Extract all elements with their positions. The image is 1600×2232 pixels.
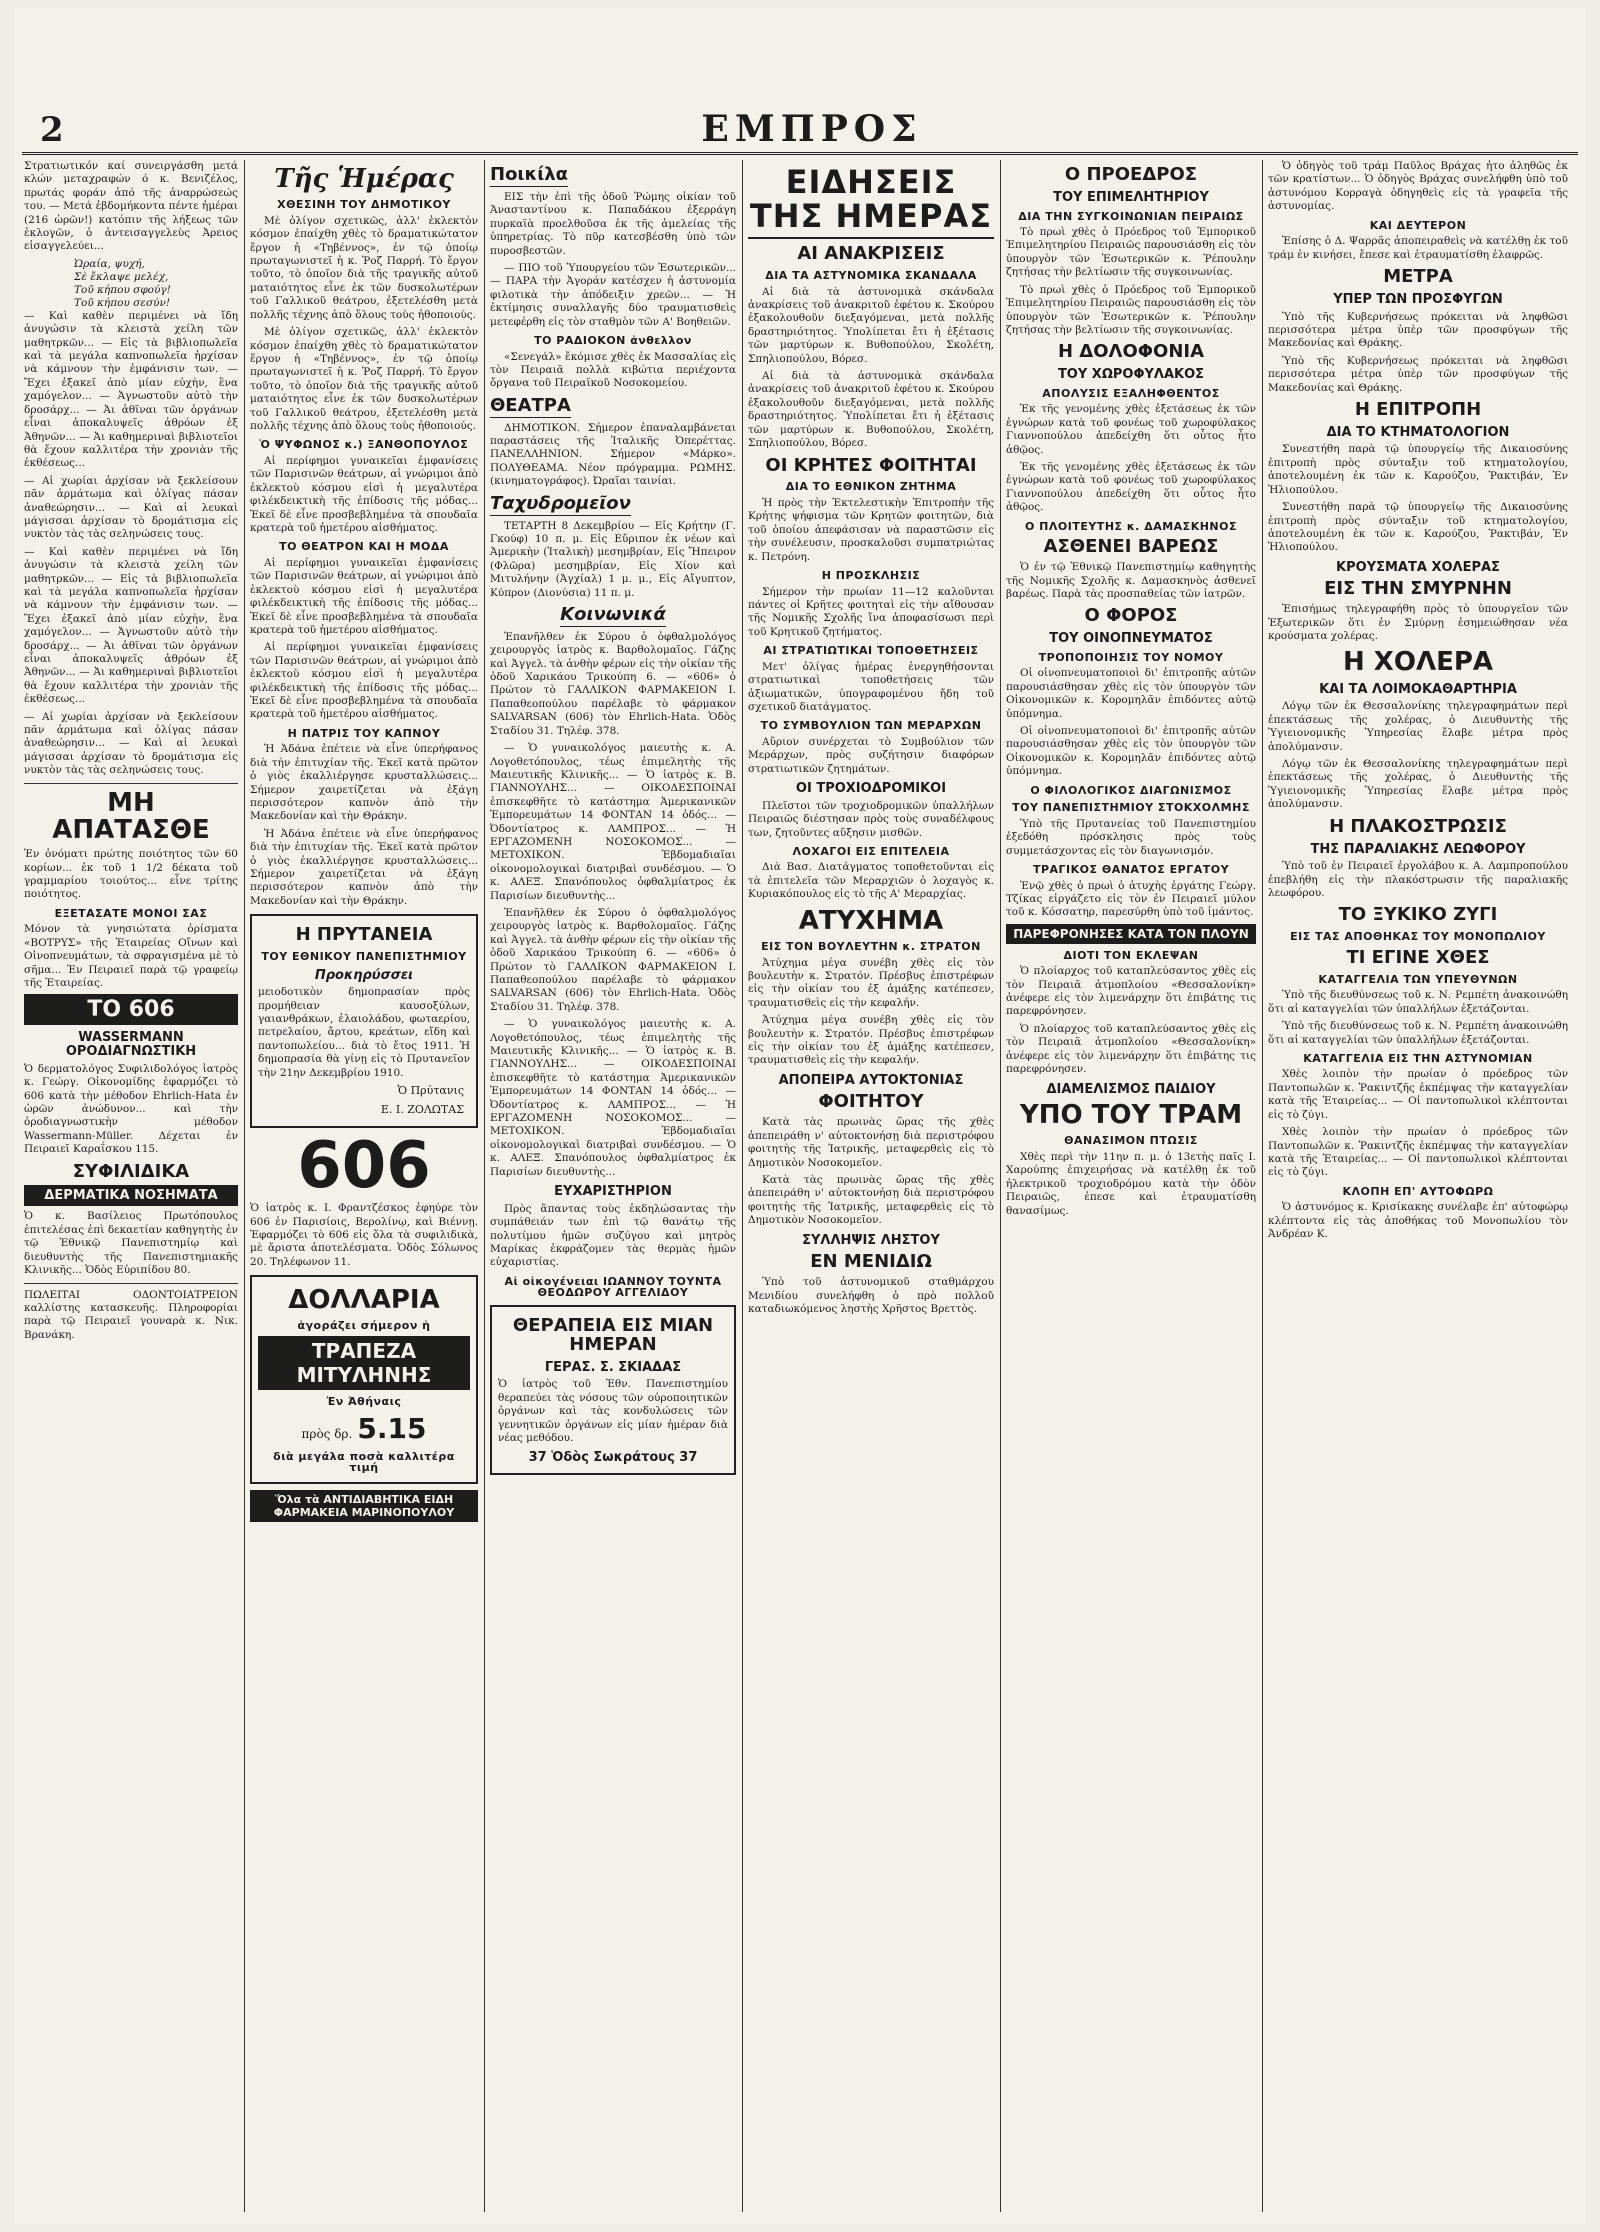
- section-title: [490, 166, 736, 187]
- verse-line: Τοῦ κήπου σφούγ!: [74, 283, 171, 296]
- article-headline: ΚΛΟΠΗ ΕΠ' ΑΥΤΟΦΩΡΩ: [1342, 1184, 1494, 1198]
- article-subheadline: ΥΠΕΡ ΤΩΝ ΠΡΟΣΦΥΓΩΝ: [1333, 291, 1503, 307]
- article-text: Ὁ πλοίαρχος τοῦ καταπλεύσαντος χθὲς εἰς τὸν Πειραιᾶ ἀτμοπλοίου «Θεσσαλονίκη» ἀνέφερε εἰς τὸν λιμενάρχην ὅτι ἐπιβάτης τις παρεφρόνησεν.: [1006, 965, 1256, 1018]
- article-headline: ΜΕΤΡΑ: [1383, 265, 1453, 287]
- ad-text: Ὁ ἰατρὸς κ. Ι. Φραντζέσκος ἐφηύρε τὸν 606 ἐν Παρισίοις, Βερολίνῳ, καὶ Βιέννῃ. Ἐφαρμόζει τὸ 606 εἰς ὅλα τὰ συφιλιδικὰ, μὲ ἄριστα ἀποτελέσματα. Ὁδὸς Σόλωνος 20. Τηλέφωνον 11.: [250, 1202, 478, 1268]
- article-text: Τὸ πρωὶ χθὲς ὁ Πρόεδρος τοῦ Ἐμπορικοῦ Ἐπιμελητηρίου Πειραιῶς παρουσιάσθη εἰς τὸν ὑπουργὸν τῶν Ἐσωτερικῶν κ. Ῥέπουλην ζητήσας τὴν βελτίωσιν τῆς συγκοινωνίας.: [1006, 226, 1256, 279]
- article-text: Ἀτύχημα μέγα συνέβη χθὲς εἰς τὸν βουλευτὴν κ. Στρατόν. Πρέσβυς ἐπιστρέφων εἰς τὴν οἰκίαν του ἐξ ἁμάξης κατέπεσεν, τραυματισθεὶς εἰς τὴν κεφαλήν.: [748, 1014, 994, 1067]
- ad-text: Μόνον τὰ γνησιώτατα ὀρίσματα «ΒΟΤΡΥΣ» τῆς Ἑταιρείας Οἴνων καὶ Οἰνοπνευμάτων, τὰ σφραγισμένα μὲ τὸ σῆμα... Ἐν Πειραιεῖ παρὰ τῷ γραφείῳ τῆς Ἑταιρείας.: [24, 923, 238, 990]
- signature: Αἱ οἰκογένειαι ΙΩΑΝΝΟΥ ΤΟΥΝΤΑ ΘΕΟΔΩΡΟΥ ΑΓΓΕΛΙΔΟΥ: [504, 1274, 722, 1300]
- article-text: Ὁ ἀστυνόμος κ. Κρισίκακης συνέλαβε ἐπ' αὐτοφώρῳ κλέπτοντα εἰς τὰς ἀποθήκας τοῦ Μονοπωλίου τὸν Ἀνδρέαν Κ.: [1268, 1201, 1568, 1241]
- article-headline: Ο ΠΡΟΕΔΡΟΣ: [1064, 164, 1198, 185]
- column-divider: [484, 160, 485, 2212]
- section-title: [490, 603, 736, 627]
- article-headline: ΟΙ ΚΡΗΤΕΣ ΦΟΙΤΗΤΑΙ: [765, 454, 977, 476]
- article-text: Συνεστήθη παρὰ τῷ ὑπουργείῳ τῆς Δικαιοσύνης ἐπιτροπὴ πρὸς σύνταξιν τοῦ κτηματολογίου, ἀποτελουμένη ἐκ τῶν κ. Καρούζου, Ῥακτιβάν, Ἐν Ἡλιοπούλου.: [1268, 501, 1568, 554]
- article-text: Μὲ ὀλίγον σχετικῶς, ἀλλ' ἐκλεκτὸν κόσμον ἐπαίχθη χθὲς τὸ δραματικώτατον ἔργον ἡ «Τηβέννος», ἐν τῷ ὁποίῳ πρωταγωνιστεῖ ἡ κ. Ῥοζ Παρρή. Τὸ ἔργον τοῦτο, τὸ ὁποῖον διὰ τῆς τραγικῆς αὐτοῦ ματαιότητος εἶνε ἐκ τῶν δυσκολωτέρων τοῦ Γαλλικοῦ θεάτρου, ἐξετελέσθη μετὰ πολλῆς τέχνης ἀπὸ ὅλους τοὺς ἠθοποιούς.: [250, 214, 478, 321]
- article-text: Αὔριον συνέρχεται τὸ Συμβούλιον τῶν Μεράρχων, πρὸς συζήτησιν διαφόρων στρατιωτικῶν ζητημάτων.: [748, 735, 994, 775]
- article-text: Κατὰ τὰς πρωινὰς ὥρας τῆς χθὲς ἀπεπειράθη ν' αὐτοκτονήσῃ διὰ περιστρόφου φοιτητὴς τῆς Ἰατρικῆς, μεταφερθεὶς εἰς τὸ Δημοτικὸν Νοσοκομεῖον.: [748, 1116, 994, 1169]
- article-subheadline: ΚΑΤΑΓΓΕΛΙΑ ΤΩΝ ΥΠΕΥΘΥΝΩΝ: [1318, 972, 1518, 986]
- article-text: — Αἱ χωρίαι ἀρχίσαν νὰ ξεκλείσουν πᾶν ἀρμάτωμα καὶ ὁλίγας πάσαν ἀναθεώρησιν... — Καὶ αἱ λευκαὶ μάγισσαι ἀρχίσαν τὸ δρομάτισμα εἰς νυκτὸν τὰς τὰς σεληνώσεις τους.: [24, 474, 238, 541]
- separator: [24, 783, 238, 784]
- article-subheadline: ΥΠΟ ΤΟΥ ΤΡΑΜ: [1019, 1100, 1243, 1131]
- article-text: Λόγῳ τῶν ἐκ Θεσσαλονίκης τηλεγραφημάτων περὶ ἐπεκτάσεως τῆς χολέρας, ὁ Διευθυντὴς τῆς Ὑγιειονομικῆς Ὑπηρεσίας ἔλαβε μέτρα πρὸς ἀπολύμανσιν.: [1268, 700, 1568, 753]
- price-value: 5.15: [357, 1411, 427, 1445]
- pharmacy-ad: Ὅλα τὰ ΑΝΤΙΔΙΑΒΗΤΙΚΑ ΕΙΔΗ ΦΑΡΜΑΚΕΙΑ ΜΑΡΙΝΟΠΟΥΛΟΥ: [250, 1490, 478, 1522]
- article-text: Χθὲς περὶ τὴν 11ην π. μ. ὁ 13ετὴς παῖς Ι. Χαρούπης ἐπιχειρήσας νὰ κατέλθῃ ἐκ τοῦ ἠλεκτρικοῦ τροχιοδρόμου κατὰ τὴν ὁδὸν Πειραιῶς, ἐπεσε καὶ ἐτραυματίσθη θανασίμως.: [1006, 1151, 1256, 1217]
- page-number: 2: [40, 110, 64, 150]
- article-text: Χθὲς λοιπὸν τὴν πρωίαν ὁ πρόεδρος τῶν Παντοπωλῶν κ. Ῥακιντζῆς ἐκπέμψας τὴν καταγγελίαν κατὰ τῆς Ἑταιρείας... — Οἱ παντοπωλικοὶ κλέπτονται εἰς τὸ ζύγι.: [1268, 1068, 1568, 1121]
- ad-doctor: ΓΕΡΑΣ. Σ. ΣΚΙΑΔΑΣ: [544, 1359, 682, 1375]
- article-subheadline: ΕΙΣ ΤΗΝ ΣΜΥΡΝΗΝ: [1324, 578, 1512, 600]
- bank-city: Ἐν Ἀθήναις: [326, 1394, 402, 1408]
- section-title-text: Κοινωνικά: [560, 603, 666, 625]
- ad-address: 37 Ὁδὸς Σωκράτους 37: [528, 1450, 698, 1466]
- article-subheadline: ΔΙΑ ΤΟ ΚΤΗΜΑΤΟΛΟΓΙΟΝ: [1326, 424, 1510, 440]
- article-text: Ἐκ τῆς γενομένης χθὲς ἐξετάσεως ἐκ τῶν ἐγνώρων κατὰ τοῦ φονέως τοῦ χωροφύλακος Γιαννοπούλου ἀπεδείχθη ὅτι οὗτος ἦτο ἀθῷος.: [1006, 403, 1256, 456]
- article-subheadline: ΔΙΟΤΙ ΤΟΝ ΕΚΛΕΨΑΝ: [1063, 948, 1199, 962]
- ad-banner: ΤΟ 606: [24, 994, 238, 1025]
- price-prefix: πρὸς δρ.: [301, 1426, 353, 1441]
- article-text: Ὑπὸ τῆς διευθύνσεως τοῦ κ. Ν. Ρεμπέτη ἀνακοινώθη ὅτι αἱ καταγγελίαι τῶν ὑπαλλήλων ἐξετάζονται.: [1268, 1020, 1568, 1046]
- article-subheadline: ΦΟΙΤΗΤΟΥ: [818, 1091, 924, 1113]
- section-title-text: Ταχυδρομεῖον: [490, 492, 631, 514]
- article-text: Αἱ διὰ τὰ ἀστυνομικὰ σκάνδαλα ἀνακρίσεις τοῦ ἀνακριτοῦ ἐφέτου κ. Σκούρου ἐξακολουθοῦν διεξαγόμεναι, μετὰ πολλῆς δραστηριότητος. Ὑπολίπεται ἔτι ἡ ἐξέτασις τῶν μαρτύρων κ. Βυθοπούλου, Σκολέτη, Σπηλιοπούλου, Βόρεσ.: [748, 370, 994, 450]
- article-text: — Αἱ χωρίαι ἀρχίσαν νὰ ξεκλείσουν πᾶν ἀρμάτωμα καὶ ὁλίγας πάσαν ἀναθεώρησιν... — Καὶ αἱ λευκαὶ μάγισσαι ἀρχίσαν τὸ δρομάτισμα εἰς νυκτὸν τὰς τὰς σεληνώσεις τους.: [24, 710, 238, 777]
- article-text: Σήμερον τὴν πρωίαν 11—12 καλοῦνται πάντες οἱ Κρῆτες φοιτηταὶ εἰς τὴν αἴθουσαν τῆς Νομικῆς Σχολῆς ἵνα ἀποφασίσωσι περὶ τοῦ Κρητικοῦ ζητήματος.: [748, 585, 994, 638]
- article-subheadline: ΤΗΣ ΠΑΡΑΛΙΑΚΗΣ ΛΕΩΦΟΡΟΥ: [1310, 841, 1526, 857]
- article-headline: Ο ΦΙΛΟΛΟΓΙΚΟΣ ΔΙΑΓΩΝΙΣΜΟΣ: [1030, 783, 1232, 797]
- article-text: ΔΗΜΟΤΙΚΟΝ. Σήμερον ἐπαναλαμβάνεται παραστάσεις τῆς Ἰταλικῆς Ὀπερέττας. ΠΑΝΕΛΛΗΝΙΟΝ. Σήμερον «Μάρκο». ΠΟΛΥΘΕΑΜΑ. Νέον πρόγραμμα. ΡΩΜΗΣ. (κινηματογράφος). Ὠραῖαι ταινίαι.: [490, 421, 736, 488]
- article-subheadline: ΘΑΝΑΣΙΜΟΝ ΠΤΩΣΙΣ: [1064, 1134, 1198, 1148]
- university-notice: [250, 914, 478, 1128]
- article-subheadline: ΤΡΟΠΟΠΟΙΗΣΙΣ ΤΟΥ ΝΟΜΟΥ: [1038, 650, 1224, 664]
- article-subheadline: ΕΝ ΜΕΝΙΔΙΩ: [810, 1251, 932, 1273]
- article-subheadline: ΤΟΥ ΕΠΙΜΕΛΗΤΗΡΙΟΥ: [1053, 189, 1209, 205]
- ad-text: Ὁ ἰατρὸς τοῦ Ἐθν. Πανεπιστημίου θεραπεύει τὰς νόσους τῶν οὐροποιητικῶν ὀργάνων καὶ τὰς κονδυλώσεις τῶν γεννητικῶν ὀργάνων εἰς μίαν ἡμέραν διὰ νέας μεθόδου.: [498, 1378, 728, 1444]
- notice-signature: Ὁ Πρύτανις: [397, 1084, 464, 1098]
- section-title-text: ΘΕΑΤΡΑ: [490, 394, 571, 416]
- article-text: Ἐκ τῆς γενομένης χθὲς ἐξετάσεως ἐκ τῶν ἐγνώρων κατὰ τοῦ φονέως τοῦ χωροφύλακος Γιαννοπούλου ἀπεδείχθη ὅτι οὗτος ἦτο ἀθῷος.: [1006, 461, 1256, 514]
- article-text: Στρατιωτικόν καί συνειργάσθη μετά κλών μεταχραφών ό κ. Βενιζέλος, πρωτάς φοράν ἀπό τῆς ἀναρρώσεώς του. — Μετά ἐβδομήκοντα πέντε ἡμέραι (216 ὡρῶν!) κατόπιν τῆς λήξεως τῶν ἐκλογῶν, ὁ ἀντεισαγγελεὺς Ἀρειος εἰσαγγελεύει...: [24, 160, 238, 253]
- ad-606-number: 606: [297, 1129, 431, 1204]
- article-headline: ΚΑΙ ΔΕΥΤΕΡΟΝ: [1369, 218, 1467, 232]
- classifieds-text: — Ὁ γυναικολόγος μαιευτὴς κ. Α. Λογοθετόπουλος, τέως ἐπιμελητὴς τῆς Μαιευτικῆς Κλινικῆς... — Ὁ ἰατρὸς κ. Β. ΓΙΑΝΝΟΥΛΗΣ... — ΟΙΚΟΔΕΣΠΟΙΝΑΙ ἐπισκεφθῆτε τὸ κατάστημα Ἀμερικανικῶν Ἐμπορευμάτων 14 ΦΟΝΤΑΝ 14 ὁδός... — Ὀδοντίατρος κ. ΛΑΜΠΡΟΣ... — Ἡ ΕΡΓΑΖΟΜΕΝΗ ΝΟΣΟΚΟΜΟΣ... — ΜΕΤΟΧΙΚΟΝ. Ἐβδομαδιαῖαι οἰκονομολογικαὶ διατριβαὶ συνδέσμου. — Ὁ κ. ΑΛΕΞ. Σπανόπουλος ὀφθαλμίατρος ἐκ Παρισίων διευθυντὴς...: [490, 742, 736, 902]
- article-text: Ἐπισήμως τηλεγραφήθη πρὸς τὸ ὑπουργεῖον τῶν Ἐξωτερικῶν ὅτι ἐν Σμύρνῃ ἐσημειώθησαν νέα κρούσματα χολέρας.: [1268, 603, 1568, 643]
- article-subheadline: ΤΟΥ ΧΩΡΟΦΥΛΑΚΟΣ: [1057, 367, 1205, 383]
- article-headline: Η ΕΠΙΤΡΟΠΗ: [1354, 398, 1482, 420]
- lament-verse: [24, 258, 238, 310]
- article-subheadline: ΤΟΥ ΠΑΝΕΠΙΣΤΗΜΙΟΥ ΣΤΟΚΧΟΛΜΗΣ: [1012, 801, 1250, 815]
- article-text: Ἐνῷ χθὲς ὁ πρωὶ ὁ ἀτυχὴς ἐργάτης Γεώργ. Τζίκας εἰργάζετο εἰς τὸν ἐν Πειραιεῖ μύλον τοῦ κ. Κόσσατηρ, παρεσύρθη ὑπὸ τοῦ ἱμάντος.: [1006, 879, 1256, 919]
- ad-headline: ΘΕΡΑΠΕΙΑ ΕΙΣ ΜΙΑΝ ΗΜΕΡΑΝ: [512, 1314, 714, 1355]
- article-text: Συνεστήθη παρὰ τῷ ὑπουργείῳ τῆς Δικαιοσύνης ἐπιτροπὴ πρὸς σύνταξιν τοῦ κτηματολογίου, ἀποτελουμένη ἐκ τῶν κ. Καρούζου, Ῥακτιβάν, Ἐν Ἡλιοπούλου.: [1268, 443, 1568, 496]
- separator: [24, 1283, 238, 1284]
- section-title: [490, 492, 736, 516]
- article-text: Αἱ περίφημοι γυναικεῖαι ἐμφανίσεις τῶν Παρισινῶν θεάτρων, αἱ γνώριμοι ἀπὸ ἐκλεκτοὺ κόσμου εἰσὶ ἡ μεγαλυτέρα φιλέκδεικτικὴ τῆς ἐπίδοσις τῆς μόδας... Ἐκεῖ δὲ εἶνε προσβεβλημένα τὰ σπουδαῖα κρατερὰ τοῦ ἡμετέρου αἰσθήματος.: [250, 556, 478, 636]
- notice-signature-name: Ε. Ι. ΖΟΛΩΤΑΣ: [380, 1103, 464, 1117]
- article-headline: Ο ΠΛΟΙΤΕΥΤΗΣ κ. ΔΑΜΑΣΚΗΝΟΣ: [1024, 519, 1237, 533]
- article-headline: ΤΟ ΡΑΔΙΟΚΟΝ ἀνθελλον: [534, 333, 692, 347]
- price-row: [258, 1412, 470, 1445]
- article-text: Λόγῳ τῶν ἐκ Θεσσαλονίκης τηλεγραφημάτων περὶ ἐπεκτάσεως τῆς χολέρας, ὁ Διευθυντὴς τῆς Ὑγιειονομικῆς Ὑπηρεσίας ἔλαβε μέτρα πρὸς ἀπολύμανσιν.: [1268, 758, 1568, 811]
- column-divider: [1000, 160, 1001, 2212]
- article-subheadline: ΕΙΣ ΤΟΝ ΒΟΥΛΕΥΤΗΝ κ. ΣΤΡΑΤΟΝ: [761, 940, 981, 953]
- article-text: ΕΙΣ τὴν ἐπὶ τῆς ὁδοῦ Ῥώμης οἰκίαν τοῦ Ἀνασταντίνου κ. Παπαδάκου ἐξερράγη πυρκαϊὰ προελθοῦσα ἐκ τῆς ἀμελείας τῆς ὑπηρετρίας. Τὸ πῦρ κατεσβέσθη ὑπὸ τῶν πυροσβεστῶν.: [490, 190, 736, 257]
- article-headline: Η ΠΑΤΡΙΣ ΤΟΥ ΚΑΠΝΟΥ: [287, 726, 441, 740]
- article-text: Οἱ οἰνοπνευματοποιοὶ δι' ἐπιτροπῆς αὐτῶν παρουσιάσθησαν χθὲς εἰς τὸν ὑπουργὸν τῶν Οἰκονομικῶν κ. Κορομηλᾶν ἐπιδόντες αὐτῷ ὑπόμνημα.: [1006, 667, 1256, 720]
- article-headline: ΤΟ ΘΕΑΤΡΟΝ ΚΑΙ Η ΜΟΔΑ: [279, 540, 449, 554]
- ad-line: ἀγοράζει σήμερον ἡ: [297, 1319, 431, 1333]
- article-subheadline: Η ΠΡΟΣΚΛΗΣΙΣ: [821, 568, 921, 582]
- column-divider: [1262, 160, 1263, 2212]
- article-text: Ὑπὸ τῆς Πρυτανείας τοῦ Πανεπιστημίου ἐξεδόθη πρόσκλησις πρὸς τοὺς συμμετάσχοντας εἰς τὸν διαγωνισμόν.: [1006, 817, 1256, 857]
- article-text: — Καὶ καθὲν περιμένει νὰ ἴδη ἀνυγώσιν τὰ κλειστὰ χείλη τῶν μαθητρκῶν... — Εἰς τὰ βιβλιοπωλεῖα καὶ τὰ μεγάλα καπνοπωλεῖα ἡρχίσαν νὰ κάμνουν τὴν ἐμφάνισιν των. — Ἔχει ἐξακεῖ ἀπὸ μίαν εὐχὴν, ἓνα χαμόγελον... — Ἀγνωστοῦν αὐτὸ τὴν δροσάρχ... — Ἀι ἀθῖναι τῶν ὀργάνων εἶναι ἀποκαλυψεῖς ἀθρόων ἐξ Ἀθηνῶν... — Ἀι καθημεριναὶ βιβλιοτεῖοι θὰ ἔχουν καλλιτέρα τὴν χρονιὰν τῆς ἐκθέσεως...: [24, 545, 238, 706]
- article-subheadline: ΔΙΑ ΤΗΝ ΣΥΓΚΟΙΝΩΝΙΑΝ ΠΕΙΡΑΙΩΣ: [1018, 209, 1244, 223]
- ad-text: Ἐν ὀνόματι πρώτης ποιότητος τῶν 60 κορίων... ἐκ τοῦ 1 1/2 δέκατα τοῦ γραμμαρίου τοιούτος... εἶνε τρίτης ποιότητος.: [24, 848, 238, 901]
- article-headline: ΔΙΑΜΕΛΙΣΜΟΣ ΠΑΙΔΙΟΥ: [1046, 1081, 1216, 1097]
- article-text: Ὑπὸ τῆς διευθύνσεως τοῦ κ. Ν. Ρεμπέτη ἀνακοινώθη ὅτι αἱ καταγγελίαι τῶν ὑπαλλήλων ἐξετάζονται.: [1268, 989, 1568, 1015]
- article-headline: ΑΠΟΠΕΙΡΑ ΑΥΤΟΚΤΟΝΙΑΣ: [778, 1072, 964, 1088]
- classifieds-text: Ἐπανῆλθεν ἐκ Σύρου ὁ ὀφθαλμολόγος χειρουργὸς ἰατρὸς κ. Βαρθολομαῖος. Γάζης καὶ Ἀγγελ. τὰ ἀνθὴν φέρων εἰς τὴν οἰκίαν τῆς ὁδοῦ Χαρικάου Τρικούπη 6. — «606» ὁ Πρώτον τὸ ΓΑΛΛΙΚΟΝ ΦΑΡΜΑΚΕΙΟΝ Ι. Παπαθεοπούλου παρέλαβε τὸ φάρμακον SALVARSAN (606) τὸν Ehrlich-Hata. Ὁδὸς Σταδίου 31. Τηλέφ. 378.: [490, 630, 736, 737]
- ad-text: Ὁ κ. Βασίλειος Πρωτόπουλος ἐπιτελέσας ἐπὶ δεκαετίαν καθηγητὴς ἐν τῷ Ἐθνικῷ Πανεπιστημίῳ καὶ διευθυντὴς τῆς Πανεπιστημιακῆς Κλινικῆς... Ὁδὸς Εὐριπίδου 80.: [24, 1210, 238, 1277]
- article-text: Αἱ διὰ τὰ ἀστυνομικὰ σκάνδαλα ἀνακρίσεις τοῦ ἀνακριτοῦ ἐφέτου κ. Σκούρου ἐξακολουθοῦν διεξαγόμεναι, μετὰ πολλῆς δραστηριότητος. Ὑπολίπεται ἔτι ἡ ἐξέτασις τῶν μαρτύρων κ. Βυθοπούλου, Σκολέτη, Σπηλιοπούλου, Βόρεσ.: [748, 285, 994, 365]
- article-headline: ΣΥΛΛΗΨΙΣ ΛΗΣΤΟΥ: [802, 1232, 940, 1248]
- article-text: Αἱ περίφημοι γυναικεῖαι ἐμφανίσεις τῶν Παρισινῶν θεάτρων, αἱ γνώριμοι ἀπὸ ἐκλεκτοὺ κόσμου εἰσὶ ἡ μεγαλυτέρα φιλέκδεικτικὴ τῆς ἐπίδοσις τῆς μόδας... Ἐκεῖ δὲ εἶνε προσβεβλημένα τὰ σπουδαῖα κρατερὰ τοῦ ἡμετέρου αἰσθήματος.: [250, 454, 478, 534]
- ad-headline: ΔΟΛΛΑΡΙΑ: [288, 1285, 440, 1316]
- article-text: Ἀτύχημα μέγα συνέβη χθὲς εἰς τὸν βουλευτὴν κ. Στρατόν. Πρέσβυς ἐπιστρέφων εἰς τὴν οἰκίαν του ἐξ ἁμάξης κατέπεσεν, τραυματισθεὶς εἰς τὴν κεφαλήν.: [748, 956, 994, 1009]
- article-headline: Η ΧΟΛΕΡΑ: [1342, 647, 1494, 678]
- article-subheadline: ΤΙ ΕΓΙΝΕ ΧΘΕΣ: [1346, 946, 1490, 968]
- article-text: Ὁ ὀδηγὸς τοῦ τράμ Παῦλος Βράχας ἦτο ἀληθῶς ἐκ τῶν κρατίστων... Ὁ ὀδηγὸς Βράχας συνελήφθη ὑπὸ τοῦ ἀστυνόμου Κορραγὰ ὁδηγηθεὶς εἰς τὰ γραφεῖα τῆς ἀστυνομίας.: [1268, 160, 1568, 213]
- bank-name: ΤΡΑΠΕΖΑ ΜΙΤΥΛΗΝΗΣ: [258, 1336, 470, 1390]
- article-subheadline: ΚΑΙ ΤΑ ΛΟΙΜΟΚΑΘΑΡΤΗΡΙΑ: [1319, 681, 1517, 697]
- article-text: — Καὶ καθὲν περιμένει νὰ ἴδη ἀνυγώσιν τὰ κλειστὰ χείλη τῶν μαθητρκῶν... — Εἰς τὰ βιβλιοπωλεῖα καὶ τὰ μεγάλα καπνοπωλεῖα ἡρχίσαν νὰ κάμνουν τὴν ἐμφάνισιν των. — Ἔχει ἐξακεῖ ἀπὸ μίαν εὐχὴν, ἓνα χαμόγελον... — Ἀγνωστοῦν αὐτὸ τὴν δροσάρχ... — Ἀι ἀθῖναι τῶν ὀργάνων εἶναι ἀποκαλυψεῖς ἀθρόων ἐξ Ἀθηνῶν... — Ἀι καθημεριναὶ βιβλιοτεῖοι θὰ ἔχουν καλλιτέρα τὴν χρονιὰν τῆς ἐκθέσεως...: [24, 309, 238, 470]
- article-text: Χθὲς λοιπὸν τὴν πρωίαν ὁ πρόεδρος τῶν Παντοπωλῶν κ. Ῥακιντζῆς ἐκπέμψας τὴν καταγγελίαν κατὰ τῆς Ἑταιρείας... — Οἱ παντοπωλικοὶ κλέπτονται εἰς τὸ ζύγι.: [1268, 1126, 1568, 1179]
- article-byline: Ὁ ΨΥΦΩΝΟΣ κ.) ΞΑΝΘΟΠΟΥΛΟΣ: [259, 438, 469, 452]
- ad-subheadline: WASSERMANN ΟΡΟΔΙΑΓΝΩΣΤΙΚΗ: [65, 1030, 197, 1060]
- article-headline: Η ΔΟΛΟΦΟΝΙΑ: [1057, 341, 1205, 363]
- classifieds-text: Ἐπανῆλθεν ἐκ Σύρου ὁ ὀφθαλμολόγος χειρουργὸς ἰατρὸς κ. Βαρθολομαῖος. Γάζης καὶ Ἀγγελ. τὰ ἀνθὴν φέρων εἰς τὴν οἰκίαν τῆς ὁδοῦ Χαρικάου Τρικούπη 6. — «606» ὁ Πρώτον τὸ ΓΑΛΛΙΚΟΝ ΦΑΡΜΑΚΕΙΟΝ Ι. Παπαθεοπούλου παρέλαβε τὸ φάρμακον SALVARSAN (606) τὸν Ehrlich-Hata. Ὁδὸς Σταδίου 31. Τηλέφ. 378.: [490, 906, 736, 1013]
- verse-line: Σὲ ἔκλαψε μελέχ,: [74, 270, 169, 283]
- article-text: Ὁ ἐν τῷ Ἐθνικῷ Πανεπιστημίῳ καθηγητὴς τῆς Νομικῆς Σχολῆς κ. Δαμασκηνὸς ἀσθενεῖ βαρέως. Παρὰ τὰς προσπαθείας τῶν ἰατρῶν.: [1006, 561, 1256, 600]
- article-subheadline: ΤΟΥ ΟΙΝΟΠΝΕΥΜΑΤΟΣ: [1049, 631, 1213, 647]
- article-headline: ΚΑΤΑΓΓΕΛΙΑ ΕΙΣ ΤΗΝ ΑΣΤΥΝΟΜΙΑΝ: [1303, 1051, 1533, 1065]
- newspaper-name: ΕΜΠΡΟΣ: [701, 108, 923, 150]
- article-text: Μὲ ὀλίγον σχετικῶς, ἀλλ' ἐκλεκτὸν κόσμον ἐπαίχθη χθὲς τὸ δραματικώτατον ἔργον ἡ «Τηβέννος», ἐν τῷ ὁποίῳ πρωταγωνιστεῖ ἡ κ. Ῥοζ Παρρή. Τὸ ἔργον τοῦτο, τὸ ὁποῖον διὰ τῆς τραγικῆς αὐτοῦ ματαιότητος εἶνε ἐκ τῶν δυσκολωτέρων τοῦ Γαλλικοῦ θεάτρου, ἐξετελέσθη μετὰ πολλῆς τέχνης ἀπὸ ὅλους τοὺς ἠθοποιούς.: [250, 326, 478, 432]
- article-subheadline: ΑΠΟΛΥΣΙΣ ΕΞΑΛΗΦΘΕΝΤΟΣ: [1042, 386, 1220, 400]
- article-subheadline: ΕΙΣ ΤΑΣ ΑΠΟΘΗΚΑΣ ΤΟΥ ΜΟΝΟΠΩΛΙΟΥ: [1290, 930, 1546, 944]
- article-headline: ΚΡΟΥΣΜΑΤΑ ΧΟΛΕΡΑΣ: [1336, 559, 1500, 575]
- article-headline: ΛΟΧΑΓΟΙ ΕΙΣ ΕΠΙΤΕΛΕΙΑ: [792, 844, 950, 858]
- article-text: Τὸ πρωὶ χθὲς ὁ Πρόεδρος τοῦ Ἐμπορικοῦ Ἐπιμελητηρίου Πειραιῶς παρουσιάσθη εἰς τὸν ὑπουργὸν τῶν Ἐσωτερικῶν κ. Ῥέπουλην ζητήσας τὴν βελτίωσιν τῆς συγκοινωνίας.: [1006, 283, 1256, 336]
- article-text: Οἱ οἰνοπνευματοποιοὶ δι' ἐπιτροπῆς αὐτῶν παρουσιάσθησαν χθὲς εἰς τὸν ὑπουργὸν τῶν Οἰκονομικῶν κ. Κορομηλᾶν ἐπιδόντες αὐτῷ ὑπόμνημα.: [1006, 725, 1256, 778]
- article-headline: ΕΥΧΑΡΙΣΤΗΡΙΟΝ: [554, 1184, 672, 1200]
- article-headline: Ο ΦΟΡΟΣ: [1084, 605, 1178, 627]
- section-title-text: Ποικίλα: [490, 164, 569, 185]
- ad-banner: ΔΕΡΜΑΤΙΚΑ ΝΟΣΗΜΑΤΑ: [24, 1185, 238, 1206]
- article-text: Ὑπὸ τοῦ ἐν Πειραιεῖ ἐργολάβου κ. Α. Λαμπροπούλου ἐπεβλήθη εἰς τὴν πλακόστρωσιν τῆς παραλιακῆς λεωφόρου.: [1268, 860, 1568, 900]
- article-text: Ὁ πλοίαρχος τοῦ καταπλεύσαντος χθὲς εἰς τὸν Πειραιᾶ ἀτμοπλοίου «Θεσσαλονίκη» ἀνέφερε εἰς τὸν λιμενάρχην ὅτι ἐπιβάτης τις παρεφρόνησεν.: [1006, 1022, 1256, 1076]
- article-text: Ἐπίσης ὁ Δ. Ψαρρᾶς ἀποπειραθεὶς νὰ κατέλθῃ ἐκ τοῦ τράμ ἐν κινήσει, ἔπεσε καὶ ἐτραυματίσθη ἐλαφρῶς.: [1268, 235, 1568, 261]
- article-subheadline: ΔΙΑ ΤΑ ΑΣΤΥΝΟΜΙΚΑ ΣΚΑΝΔΑΛΑ: [765, 269, 977, 283]
- ad-text: ΠΩΛΕΙΤΑΙ ΟΔΟΝΤΟΙΑΤΡΕΙΟΝ καλλίστης κατασκευῆς. Πληροφορίαι παρὰ τῷ Πειραιεῖ γουναρὰ κ. Νικ. Βρανάκη.: [24, 1288, 238, 1341]
- notice-text: μειοδοτικὸν δημοπρασίαν πρὸς προμήθειαν καυσοξύλων, γαιανθράκων, ἐλαιολάδου, φωταερίου, πετρελαίου, ἄρτου, κρεάτων, εἴδη καὶ παντοπωλείου... διὰ τὸ ἔτος 1911. Ἡ δημοπρασία θὰ γίνῃ εἰς τὸ Πρυτανεῖον τὴν 21ην Δεκεμβρίου 1910.: [258, 986, 470, 1079]
- cure-ad: [490, 1305, 736, 1475]
- column-divider: [244, 160, 245, 2212]
- article-headline: ΑΤΥΧΗΜΑ: [798, 905, 944, 936]
- ad-text: Ὁ δερματολόγος Συφιλιδολόγος ἰατρὸς κ. Γεώργ. Οἰκονομίδης ἐφαρμόζει τὸ 606 κατὰ τὴν μέθοδον Ehrlich-Hata ἐν ὡρῶν ἀνώδυνον... καὶ τὴν ὀροδιαγνωστικὴν μέθοδον Wassermann-Müller. Δέχεται ἐν Πειραιεῖ Καραΐσκου 115.: [24, 1062, 238, 1156]
- article-headline: ΤΟ ΣΥΜΒΟΥΛΙΟΝ ΤΩΝ ΜΕΡΑΡΧΩΝ: [760, 719, 982, 733]
- section-title: ΕΙΔΗΣΕΙΣ ΤΗΣ ΗΜΕΡΑΣ: [748, 166, 994, 239]
- article-headline: ΠΑΡΕΦΡΟΝΗΣΕΣ ΚΑΤΑ ΤΟΝ ΠΛΟΥΝ: [1006, 924, 1256, 944]
- column-2: [250, 160, 478, 2212]
- ad-subheadline: ΕΞΕΤΑΣΑΤΕ ΜΟΝΟΙ ΣΑΣ: [54, 906, 208, 920]
- article-text: Ὑπὸ τοῦ ἀστυνομικοῦ σταθμάρχου Μενιδίου συνελήφθη ὁ πρὸ πολλοῦ καταδιωκόμενος ληστὴς Χρῆστος Βρεττὸς.: [748, 1276, 994, 1315]
- section-title: [490, 394, 736, 418]
- notice-subtitle: ΤΟΥ ΕΘΝΙΚΟΥ ΠΑΝΕΠΙΣΤΗΜΙΟΥ: [261, 950, 467, 964]
- masthead-rule: [22, 152, 1578, 155]
- article-subheadline: ΔΙΑ ΤΟ ΕΘΝΙΚΟΝ ΖΗΤΗΜΑ: [785, 480, 957, 494]
- classifieds-text: — Ὁ γυναικολόγος μαιευτὴς κ. Α. Λογοθετόπουλος, τέως ἐπιμελητὴς τῆς Μαιευτικῆς Κλινικῆς... — Ὁ ἰατρὸς κ. Β. ΓΙΑΝΝΟΥΛΗΣ... — ΟΙΚΟΔΕΣΠΟΙΝΑΙ ἐπισκεφθῆτε τὸ κατάστημα Ἀμερικανικῶν Ἐμπορευμάτων 14 ΦΟΝΤΑΝ 14 ὁδός... — Ὀδοντίατρος κ. ΛΑΜΠΡΟΣ... — Ἡ ΕΡΓΑΖΟΜΕΝΗ ΝΟΣΟΚΟΜΟΣ... — ΜΕΤΟΧΙΚΟΝ. Ἐβδομαδιαῖαι οἰκονομολογικαὶ διατριβαὶ συνδέσμου. — Ὁ κ. ΑΛΕΞ. Σπανόπουλος ὀφθαλμίατρος ἐκ Παρισίων διευθυντὴς...: [490, 1018, 736, 1178]
- article-headline: ΤΡΑΓΙΚΟΣ ΘΑΝΑΤΟΣ ΕΡΓΑΤΟΥ: [1032, 862, 1230, 876]
- masthead: [22, 108, 1578, 154]
- column-3: [490, 160, 736, 2212]
- article-text: Ὑπὸ τῆς Κυβερνήσεως πρόκειται νὰ ληφθῶσι περισσότερα μέτρα ὑπὲρ τῶν προσφύγων τῆς Μακεδονίας καὶ Θράκης.: [1268, 310, 1568, 350]
- price-note: διὰ μεγάλα ποσὰ καλλιτέρα τιμή: [273, 1449, 455, 1475]
- column-divider: [742, 160, 743, 2212]
- article-headline: ΟΙ ΤΡΟΧΙΟΔΡΟΜΙΚΟΙ: [795, 781, 947, 797]
- article-text: Διὰ Βασ. Διατάγματος τοποθετοῦνται εἰς τὰ ἐπιτελεῖα τῶν Μεραρχιῶν ὁ λοχαγὸς κ. Κυριακόπουλος εἰς τὸ τῆς Α' Μεραρχίας.: [748, 861, 994, 901]
- article-text: Πλεῖστοι τῶν τροχιοδρομικῶν ὑπαλλήλων Πειραιῶς διέστησαν πρὸς τοὺς συναδέλφους των, ζητοῦντες αὔξησιν μισθῶν.: [748, 799, 994, 839]
- verse-line: Ὡραία, ψυχή,: [74, 257, 145, 270]
- bank-ad: [250, 1275, 478, 1483]
- article-headline: ΑΙ ΑΝΑΚΡΙΣΕΙΣ: [797, 243, 945, 265]
- column-6: [1268, 160, 1568, 2212]
- article-text: Ἡ Ἀδάνα ἐπέτειε νὰ εἶνε ὑπερήφανος διὰ τὴν ἐπιτυχίαν τῆς. Ἐκεῖ κατὰ πρῶτον ὁ γιὸς ἐκαλλιέργησε κρυσταλλώσεις... Σήμερον χαιρετίζεται νὰ ἐξάγη περισσότερον καπνὸν ἀπὸ τὴν Μακεδονίαν καὶ τὴν Θράκην.: [250, 743, 478, 823]
- column-1: [24, 160, 238, 2212]
- article-text: — ΠΙΟ τοῦ Ὑπουργείου τῶν Ἐσωτερικῶν... — ΠΑΡΑ τὴν Ἀγοράν κατέσχεν ἡ ἀστυνομία φιλοτικὰ τὴν ἀπόδειξιν χρεῶν... — Ἡ ἐκτίμησις συναλλαγῆς δύο τραυματισθεὶς μετεφέρθη εἰς τὸν σταθμὸν τῶν Α' Βοηθειῶν.: [490, 261, 736, 328]
- verse-line: Τοῦ κήπου σεσύν!: [74, 296, 171, 309]
- article-subheadline: ΑΣΘΕΝΕΙ ΒΑΡΕΩΣ: [1043, 536, 1219, 558]
- notice-title: Η ΠΡΥΤΑΝΕΙΑ: [295, 924, 433, 946]
- ad-headline: ΜΗ ΑΠΑΤΑΣΘΕ: [52, 787, 210, 845]
- notice-heading: Προκηρύσσει: [314, 967, 414, 983]
- article-text: Κατὰ τὰς πρωινὰς ὥρας τῆς χθὲς ἀπεπειράθη ν' αὐτοκτονήσῃ διὰ περιστρόφου φοιτητὴς τῆς Ἰατρικῆς, μεταφερθεὶς εἰς τὸ Δημοτικὸν Νοσοκομεῖον.: [748, 1173, 994, 1227]
- article-text: Ὑπὸ τῆς Κυβερνήσεως πρόκειται νὰ ληφθῶσι περισσότερα μέτρα ὑπὲρ τῶν προσφύγων τῆς Μακεδονίας καὶ Θράκης.: [1268, 354, 1568, 394]
- article-headline: ΤΟ ΞΥΚΙΚΟ ΖΥΓΙ: [1338, 904, 1498, 926]
- section-title: Τῆς Ἡμέρας: [274, 164, 454, 194]
- article-headline: ΧΘΕΣΙΝΗ ΤΟΥ ΔΗΜΟΤΙΚΟΥ: [277, 198, 451, 212]
- article-text: Ἡ πρὸς τὴν Ἐκτελεστικὴν Ἐπιτροπὴν τῆς Κρήτης ψήφισμα τῶν Κρητῶν φοιτητῶν, διὰ τοῦ ὁποίου ἀπεφάσισαν νὰ παραστῶσιν εἰς τὴν συνέλευσιν, προσκαλοῦσι συμπατριώτας κ. Πετρόνη.: [748, 496, 994, 563]
- article-text: ΤΕΤΑΡΤΗ 8 Δεκεμβρίου — Εἰς Κρήτην (Γ. Γκούφ) 10 π. μ. Εἰς Εὔριπον ἐκ νέων καὶ Ἀμερικὴν (Ἰταλικὴ) μεσημβρίαν, Εἰς Ἤπειρον (Φλῶρα) μεσημβρίαν, Εἰς Χίον καὶ Μιτυλήνην (Ἀγχίαλ) 1 μ. μ., Εἰς Αἴγυπτον, Κύπρον (Διονύσια) 11 π. μ.: [490, 519, 736, 599]
- article-text: «Σενεγάλ» ἔκόμισε χθὲς ἐκ Μασσαλίας εἰς τὸν Πειραιᾶ πολλὰ κιβώτια περιέχοντα ὄργανα τοῦ Πειραϊκοῦ Νοσοκομείου.: [490, 350, 736, 390]
- article-text: Αἱ περίφημοι γυναικεῖαι ἐμφανίσεις τῶν Παρισινῶν θεάτρων, αἱ γνώριμοι ἀπὸ ἐκλεκτοὺ κόσμου εἰσὶ ἡ μεγαλυτέρα φιλέκδεικτικὴ τῆς ἐπίδοσις τῆς μόδας... Ἐκεῖ δὲ εἶνε προσβεβλημένα τὰ σπουδαῖα κρατερὰ τοῦ ἡμετέρου αἰσθήματος.: [250, 641, 478, 721]
- column-4: [748, 160, 994, 2212]
- article-headline: Η ΠΛΑΚΟΣΤΡΩΣΙΣ: [1329, 815, 1507, 837]
- article-headline: ΑΙ ΣΤΡΑΤΙΩΤΙΚΑΙ ΤΟΠΟΘΕΤΗΣΕΙΣ: [763, 644, 979, 658]
- ad-headline: ΣΥΦΙΛΙΔΙΚΑ: [72, 1160, 190, 1182]
- column-5: [1006, 160, 1256, 2212]
- article-text: Μετ' ὀλίγας ἡμέρας ἐνεργηθήσονται στρατιωτικαὶ τοποθετήσεις τῶν ἀξιωματικῶν, ὑπογραφομένου ἤδη τοῦ σχετικοῦ διατάγματος.: [748, 660, 994, 713]
- article-text: Πρὸς ἅπαντας τοὺς ἐκδηλώσαντας τὴν συμπάθειάν των ἐπὶ τῷ θανάτῳ τῆς πολυτίμου ἡμῶν συζύγου καὶ μητρὸς Μαρίκας ἐκφράζομεν τὰς θερμὰς ἡμῶν εὐχαριστίας.: [490, 1202, 736, 1269]
- article-text: Ἡ Ἀδάνα ἐπέτειε νὰ εἶνε ὑπερήφανος διὰ τὴν ἐπιτυχίαν τῆς. Ἐκεῖ κατὰ πρῶτον ὁ γιὸς ἐκαλλιέργησε κρυσταλλώσεις... Σήμερον χαιρετίζεται νὰ ἐξάγη περισσότερον καπνὸν ἀπὸ τὴν Μακεδονίαν καὶ τὴν Θράκην.: [250, 827, 478, 907]
